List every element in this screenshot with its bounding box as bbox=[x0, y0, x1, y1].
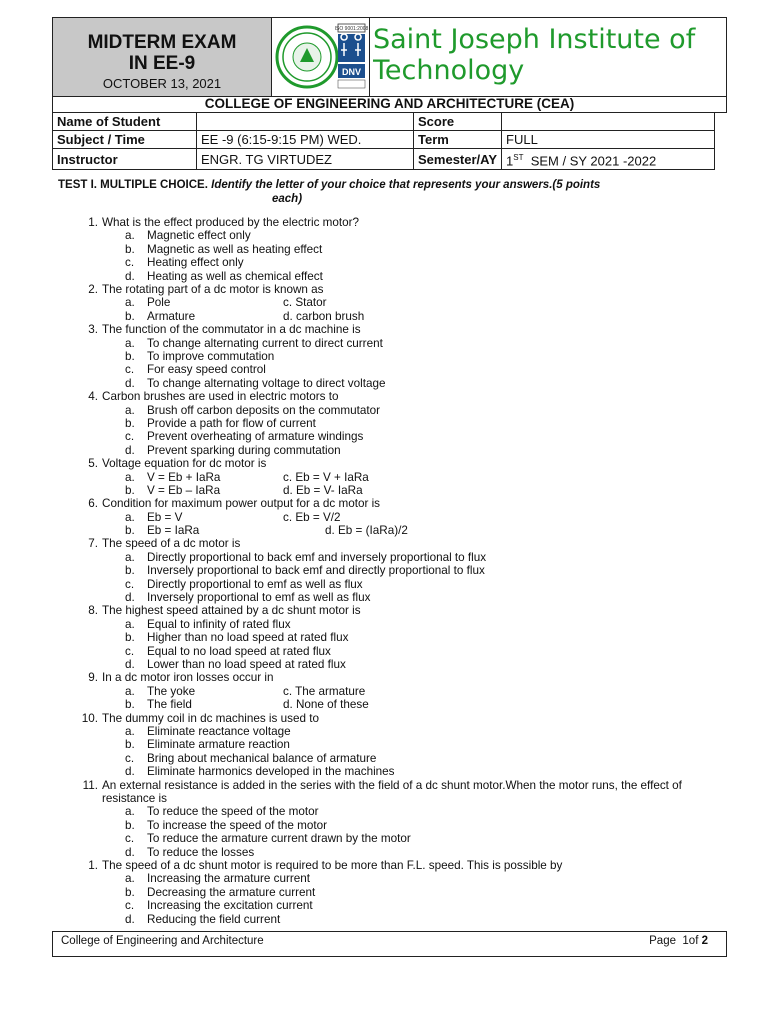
answer-option bbox=[0, 430, 768, 443]
answer-option bbox=[0, 444, 768, 457]
option-letter: a. bbox=[125, 725, 135, 738]
answer-option bbox=[0, 363, 768, 376]
answer-option bbox=[0, 738, 768, 751]
question-item bbox=[0, 323, 768, 336]
option-text: Inversely proportional to back emf and directly proportional to flux bbox=[147, 564, 485, 578]
option-letter: a. bbox=[125, 684, 135, 698]
option-letter: c. bbox=[125, 430, 135, 444]
dnv-logo-text: DNV bbox=[341, 67, 362, 77]
question-text: The speed of a dc shunt motor is required to be more than F.L. speed. This is possible by bbox=[102, 858, 563, 872]
option-text: Equal to infinity of rated flux bbox=[147, 617, 291, 631]
answer-option bbox=[0, 350, 768, 363]
answer-option bbox=[0, 256, 768, 269]
question-number: 8. bbox=[88, 604, 98, 618]
test-instruction-cont: each) bbox=[272, 193, 303, 205]
option-text: Equal to no load speed at rated flux bbox=[147, 644, 331, 658]
option-text: Increasing the armature current bbox=[147, 872, 311, 886]
option-text: To change alternating voltage to direct voltage bbox=[147, 376, 386, 390]
question-text: In a dc motor iron losses occur in bbox=[102, 671, 274, 685]
exam-date: OCTOBER 13, 2021 bbox=[102, 76, 222, 91]
option-text: Eliminate harmonics developed in the machines bbox=[147, 765, 395, 779]
question-text: The rotating part of a dc motor is known as bbox=[102, 282, 324, 296]
question-number: 4. bbox=[88, 390, 98, 404]
question-text: Voltage equation for dc motor is bbox=[102, 457, 267, 471]
option-letter: c. bbox=[125, 577, 135, 591]
answer-option bbox=[0, 832, 768, 845]
question-number: 1. bbox=[88, 216, 98, 229]
option-letter: a. bbox=[125, 550, 135, 564]
option-text: For easy speed control bbox=[147, 363, 266, 377]
question-list bbox=[0, 216, 768, 926]
question-text: What is the effect produced by the electric motor? bbox=[102, 216, 360, 229]
option-letter: c. bbox=[125, 644, 135, 658]
option-letter: a. bbox=[125, 510, 135, 524]
answer-option bbox=[0, 631, 768, 644]
answer-option bbox=[0, 591, 768, 604]
answer-option-row bbox=[0, 511, 768, 524]
score-field[interactable] bbox=[502, 113, 715, 131]
term-label: Term bbox=[414, 131, 502, 149]
question-item bbox=[0, 604, 768, 617]
option-text: To reduce the losses bbox=[147, 845, 255, 859]
option-letter: a. bbox=[125, 617, 135, 631]
option-text-second: c. Eb = V/2 bbox=[283, 510, 341, 524]
option-letter: b. bbox=[125, 698, 135, 712]
option-text: Directly proportional to emf as well as flux bbox=[147, 577, 363, 591]
option-text: The field bbox=[147, 698, 192, 712]
page-label: Page bbox=[649, 935, 676, 947]
option-letter: c. bbox=[125, 256, 135, 270]
question-item bbox=[0, 216, 768, 229]
option-text: The yoke bbox=[147, 684, 196, 698]
option-text: Eb = IaRa bbox=[147, 524, 200, 538]
question-number: 3. bbox=[88, 323, 98, 337]
question-item bbox=[0, 283, 768, 296]
option-text: V = Eb + IaRa bbox=[147, 470, 221, 484]
answer-option-row bbox=[0, 484, 768, 497]
question-text: Condition for maximum power output for a dc motor is bbox=[102, 497, 381, 511]
option-text: To reduce the armature current drawn by the motor bbox=[147, 832, 411, 846]
option-text: Eliminate reactance voltage bbox=[147, 725, 291, 738]
option-letter: b. bbox=[125, 885, 135, 899]
question-item bbox=[0, 779, 768, 806]
answer-option bbox=[0, 872, 768, 885]
answer-option bbox=[0, 819, 768, 832]
test-title: TEST I. MULTIPLE CHOICE. bbox=[58, 179, 208, 191]
question-text: Carbon brushes are used in electric motors to bbox=[102, 390, 339, 404]
question-text: The highest speed attained by a dc shunt motor is bbox=[102, 604, 361, 618]
option-text-second: d. None of these bbox=[283, 698, 369, 712]
option-text: Lower than no load speed at rated flux bbox=[147, 658, 346, 672]
name-field[interactable] bbox=[197, 113, 414, 131]
answer-option bbox=[0, 658, 768, 671]
page-total: 2 bbox=[701, 935, 708, 947]
option-text-second: d. Eb = V- IaRa bbox=[283, 483, 363, 497]
answer-option-row bbox=[0, 685, 768, 698]
question-number: 11. bbox=[82, 778, 98, 792]
semester-label: Semester/AY bbox=[414, 149, 502, 170]
option-text: To reduce the speed of the motor bbox=[147, 805, 319, 819]
option-text: Increasing the excitation current bbox=[147, 899, 313, 913]
logo-area bbox=[272, 18, 370, 96]
answer-option-row bbox=[0, 524, 768, 537]
option-letter: d. bbox=[125, 765, 135, 779]
answer-option-row bbox=[0, 698, 768, 711]
option-text: Magnetic effect only bbox=[147, 229, 251, 243]
iso-certification-text: ISO 9001:2008 bbox=[334, 26, 369, 32]
answer-option-row bbox=[0, 296, 768, 309]
option-text-second: d. carbon brush bbox=[283, 309, 365, 323]
instructor-value: ENGR. TG VIRTUDEZ bbox=[197, 149, 414, 170]
exam-title-line1: MIDTERM EXAM bbox=[87, 32, 237, 53]
table-row bbox=[53, 113, 715, 131]
answer-option bbox=[0, 404, 768, 417]
option-letter: a. bbox=[125, 296, 135, 310]
option-letter: c. bbox=[125, 899, 135, 913]
option-text: Armature bbox=[147, 309, 196, 323]
option-letter: d. bbox=[125, 591, 135, 605]
answer-option-row bbox=[0, 310, 768, 323]
option-text: Directly proportional to back emf and inversely proportional to flux bbox=[147, 550, 487, 564]
option-text-second: c. The armature bbox=[283, 684, 366, 698]
answer-option bbox=[0, 243, 768, 256]
question-text: An external resistance is added in the series with the field of a dc shunt motor.When the motor runs, the effect of resistance is bbox=[102, 778, 682, 805]
question-number: 5. bbox=[88, 457, 98, 471]
semester-value bbox=[502, 149, 715, 170]
question-number: 7. bbox=[88, 537, 98, 551]
option-letter: d. bbox=[125, 845, 135, 859]
exam-header bbox=[52, 17, 727, 97]
option-text-second: c. Stator bbox=[283, 296, 327, 310]
option-text: To increase the speed of the motor bbox=[147, 818, 327, 832]
question-text: The function of the commutator in a dc machine is bbox=[102, 323, 361, 337]
question-item bbox=[0, 497, 768, 510]
option-letter: a. bbox=[125, 403, 135, 417]
question-item bbox=[0, 859, 768, 872]
question-item bbox=[0, 671, 768, 684]
option-text-second: c. Eb = V + IaRa bbox=[283, 470, 369, 484]
answer-option bbox=[0, 725, 768, 738]
answer-option-row bbox=[0, 471, 768, 484]
semester-year: SEM / SY 2021 -2022 bbox=[523, 153, 657, 169]
option-text: Magnetic as well as heating effect bbox=[147, 242, 323, 256]
option-letter: b. bbox=[125, 738, 135, 752]
option-text-second: d. Eb = (IaRa)/2 bbox=[325, 524, 408, 538]
subject-value: EE -9 (6:15-9:15 PM) WED. bbox=[197, 131, 414, 149]
option-letter: b. bbox=[125, 416, 135, 430]
test-instruction: Identify the letter of your choice that represents your answers.(5 points bbox=[211, 179, 601, 191]
option-letter: d. bbox=[125, 912, 135, 926]
exam-title bbox=[53, 32, 271, 74]
subject-label: Subject / Time bbox=[53, 131, 197, 149]
option-letter: d. bbox=[125, 658, 135, 672]
answer-option bbox=[0, 270, 768, 283]
option-text: Heating effect only bbox=[147, 256, 244, 270]
option-letter: b. bbox=[125, 309, 135, 323]
option-letter: b. bbox=[125, 564, 135, 578]
answer-option bbox=[0, 752, 768, 765]
term-value: FULL bbox=[502, 131, 715, 149]
question-number: 9. bbox=[88, 671, 98, 685]
option-text: Eb = V bbox=[147, 510, 183, 524]
option-text: Heating as well as chemical effect bbox=[147, 269, 323, 283]
question-text: The speed of a dc motor is bbox=[102, 537, 241, 551]
option-letter: a. bbox=[125, 336, 135, 350]
answer-option bbox=[0, 899, 768, 912]
answer-option bbox=[0, 377, 768, 390]
exam-title-line2: IN EE-9 bbox=[128, 53, 196, 74]
option-text: Pole bbox=[147, 296, 171, 310]
footer-college: College of Engineering and Architecture bbox=[61, 935, 264, 947]
answer-option bbox=[0, 229, 768, 242]
option-letter: a. bbox=[125, 805, 135, 819]
table-row bbox=[53, 131, 715, 149]
answer-option bbox=[0, 805, 768, 818]
option-letter: d. bbox=[125, 443, 135, 457]
option-text: To improve commutation bbox=[147, 349, 275, 363]
answer-option bbox=[0, 618, 768, 631]
option-letter: a. bbox=[125, 229, 135, 243]
answer-option bbox=[0, 551, 768, 564]
option-text: Decreasing the armature current bbox=[147, 885, 316, 899]
question-number: 10. bbox=[81, 711, 98, 725]
question-item bbox=[0, 457, 768, 470]
option-text: Reducing the field current bbox=[147, 912, 281, 926]
answer-option bbox=[0, 578, 768, 591]
question-item bbox=[0, 712, 768, 725]
name-label: Name of Student bbox=[53, 113, 197, 131]
test-heading bbox=[58, 178, 728, 206]
question-number: 2. bbox=[88, 282, 98, 296]
option-letter: c. bbox=[125, 751, 135, 765]
page-current: 1 bbox=[682, 935, 689, 947]
option-letter: a. bbox=[125, 470, 135, 484]
page-footer bbox=[52, 931, 727, 957]
option-letter: c. bbox=[125, 363, 135, 377]
answer-option bbox=[0, 417, 768, 430]
question-number: 6. bbox=[88, 497, 98, 511]
answer-option bbox=[0, 645, 768, 658]
option-letter: b. bbox=[125, 483, 135, 497]
question-item bbox=[0, 390, 768, 403]
option-letter: d. bbox=[125, 376, 135, 390]
option-text: Brush off carbon deposits on the commutator bbox=[147, 403, 381, 417]
option-letter: b. bbox=[125, 631, 135, 645]
option-text: V = Eb – IaRa bbox=[147, 483, 221, 497]
answer-option bbox=[0, 913, 768, 926]
option-letter: c. bbox=[125, 832, 135, 846]
question-text: The dummy coil in dc machines is used to bbox=[102, 711, 319, 725]
semester-number: 1 bbox=[506, 153, 514, 169]
option-letter: d. bbox=[125, 269, 135, 283]
answer-option bbox=[0, 564, 768, 577]
table-row bbox=[53, 149, 715, 170]
option-letter: b. bbox=[125, 524, 135, 538]
answer-option bbox=[0, 886, 768, 899]
option-text: Eliminate armature reaction bbox=[147, 738, 290, 752]
school-name: Saint Joseph Institute of Technology bbox=[373, 24, 696, 86]
answer-option bbox=[0, 337, 768, 350]
option-text: Prevent sparking during commutation bbox=[147, 443, 341, 457]
question-item bbox=[0, 537, 768, 550]
student-info-table bbox=[52, 112, 715, 170]
option-text: Bring about mechanical balance of armature bbox=[147, 751, 377, 765]
option-text: Inversely proportional to emf as well as flux bbox=[147, 591, 371, 605]
semester-suffix: ST bbox=[513, 153, 524, 162]
exam-title-box bbox=[53, 18, 272, 96]
option-letter: b. bbox=[125, 349, 135, 363]
option-text: Higher than no load speed at rated flux bbox=[147, 631, 349, 645]
option-letter: b. bbox=[125, 818, 135, 832]
option-text: Provide a path for flow of current bbox=[147, 416, 316, 430]
option-text: Prevent overheating of armature windings bbox=[147, 430, 364, 444]
page-number bbox=[649, 935, 708, 947]
college-name: COLLEGE OF ENGINEERING AND ARCHITECTURE (CEA) bbox=[52, 95, 727, 113]
answer-option bbox=[0, 846, 768, 859]
answer-option bbox=[0, 765, 768, 778]
question-number: 1. bbox=[88, 858, 98, 872]
school-seal-logo bbox=[272, 18, 369, 96]
instructor-label: Instructor bbox=[53, 149, 197, 170]
option-letter: a. bbox=[125, 872, 135, 886]
option-letter: b. bbox=[125, 242, 135, 256]
page-of: of bbox=[688, 935, 699, 947]
score-label: Score bbox=[414, 113, 502, 131]
option-text: To change alternating current to direct current bbox=[147, 336, 383, 350]
